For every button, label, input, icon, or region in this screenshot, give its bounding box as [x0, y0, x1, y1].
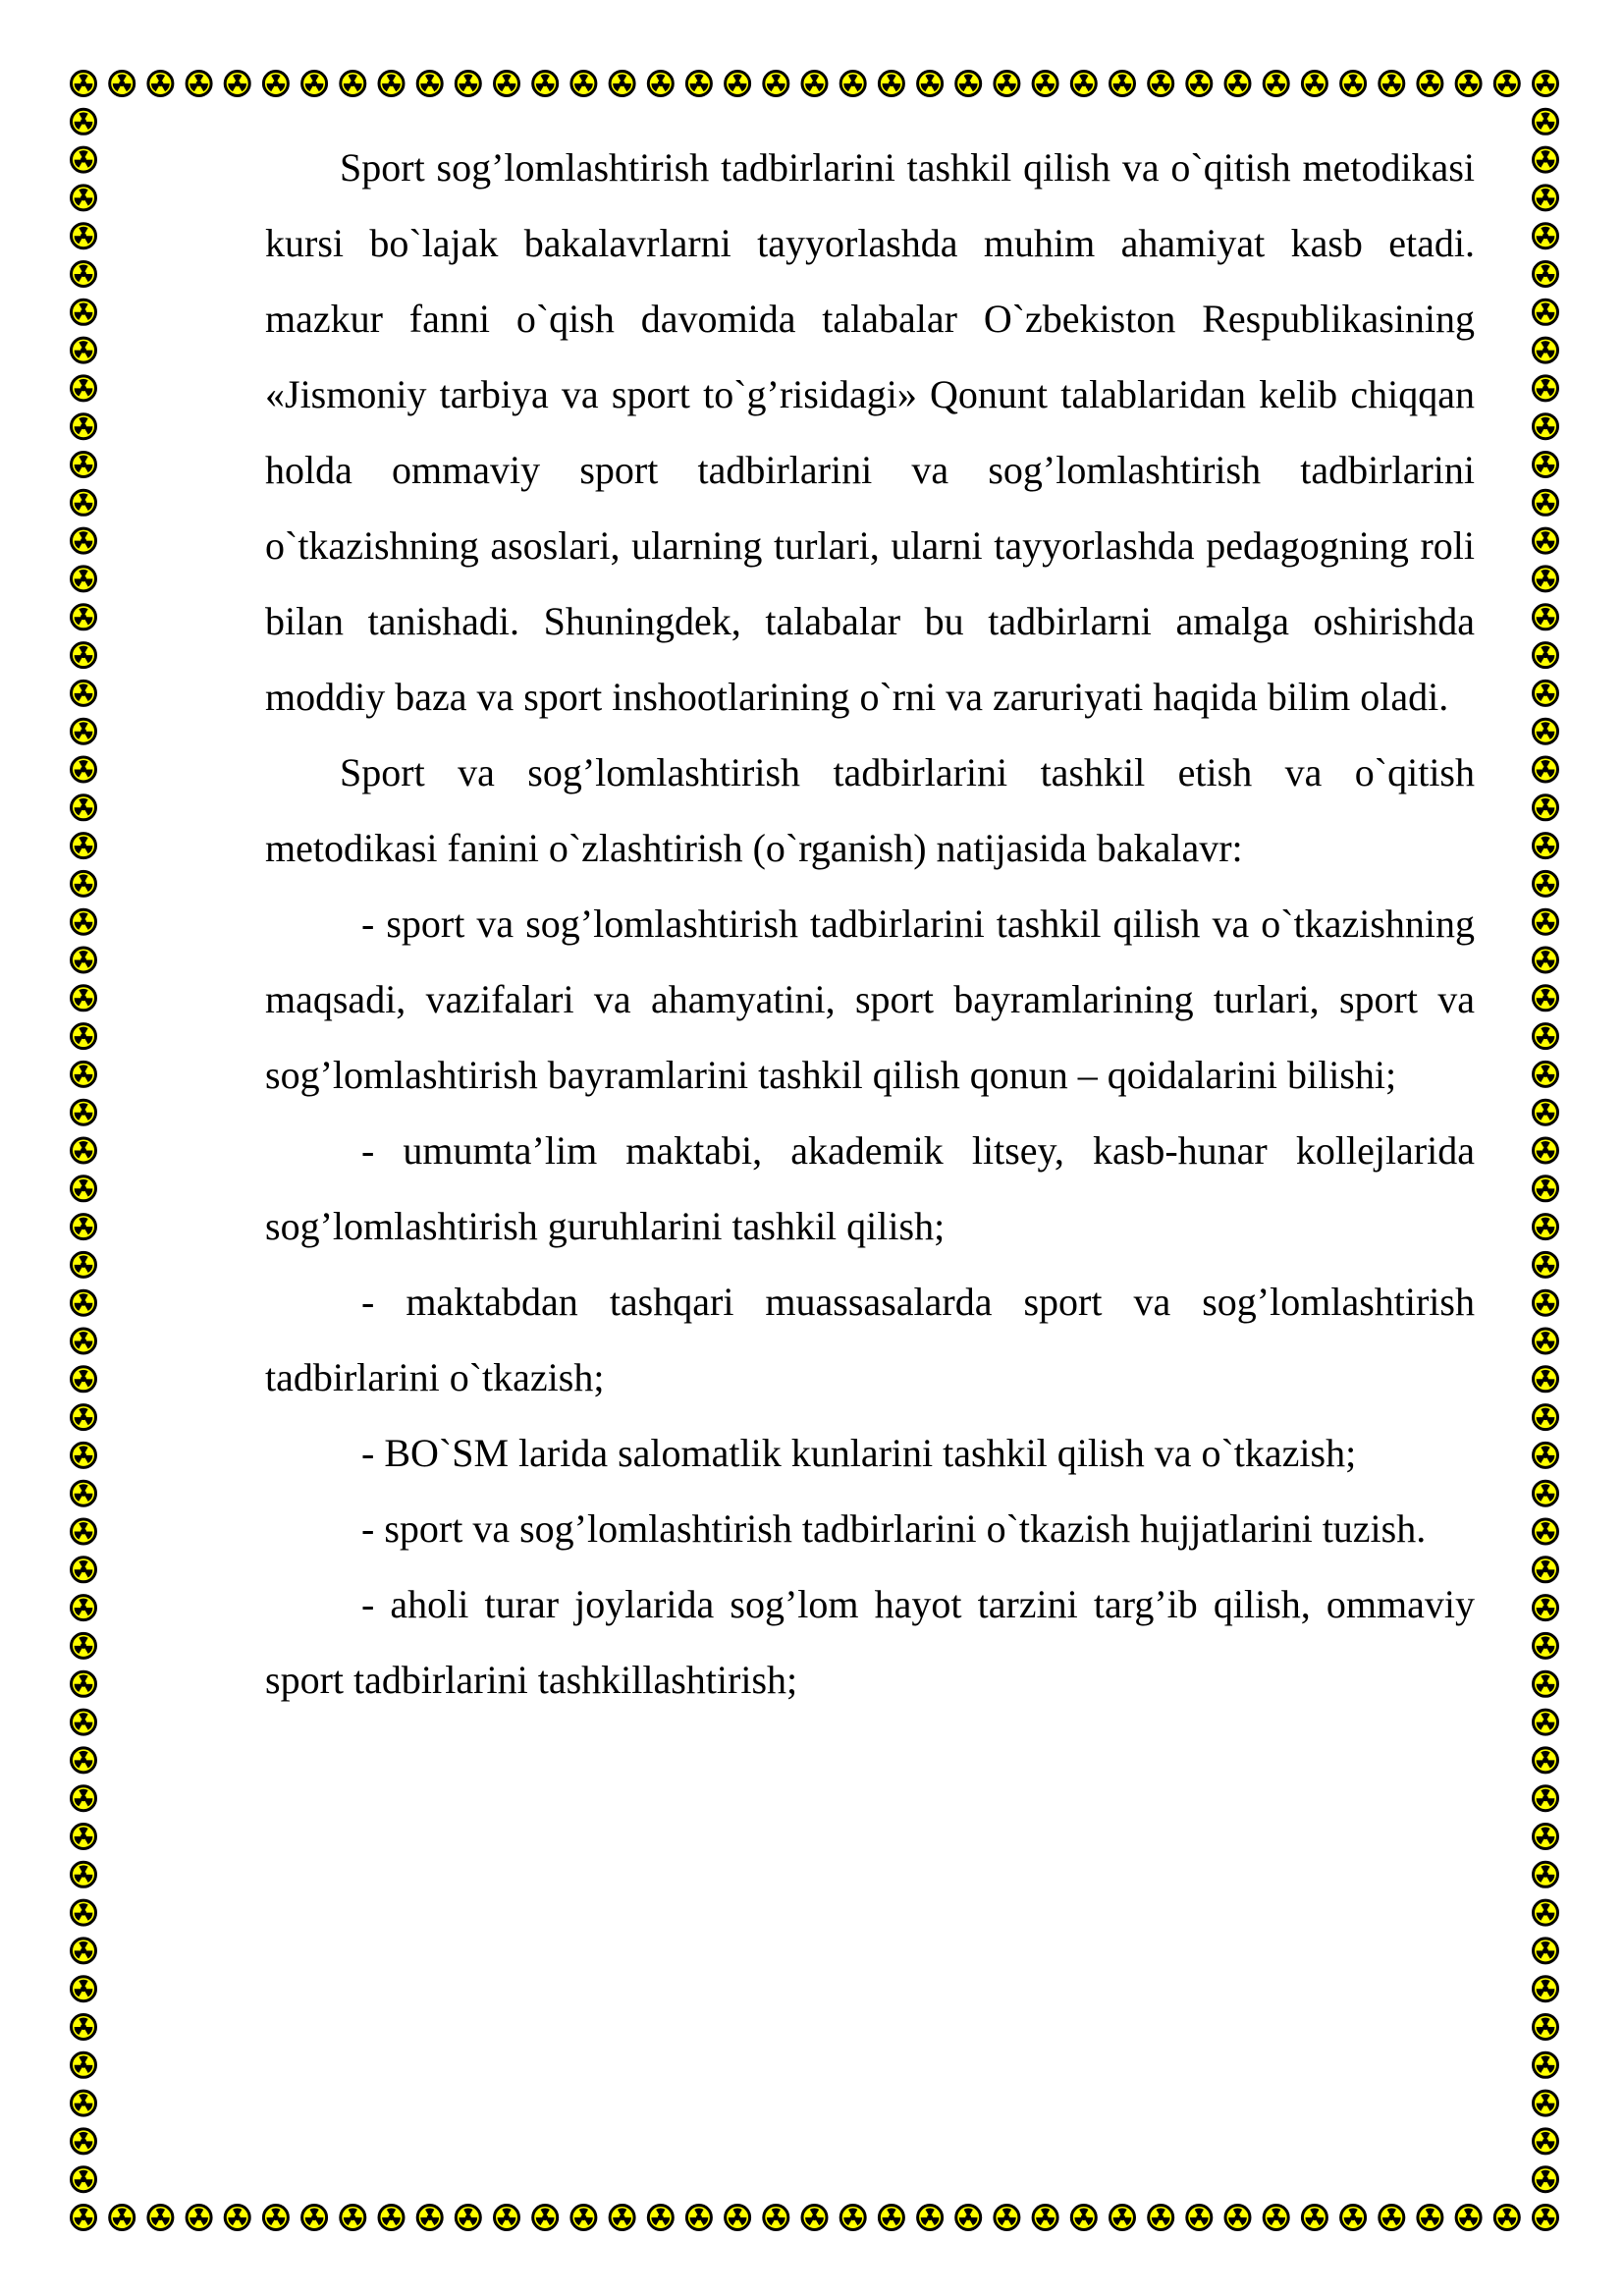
radiation-symbol-icon — [72, 2052, 96, 2077]
radiation-symbol-icon — [110, 72, 135, 96]
radiation-symbol-icon — [802, 2206, 827, 2230]
radiation-symbol-icon — [456, 2206, 480, 2230]
radiation-symbol-icon — [1534, 1215, 1558, 1239]
radiation-symbol-icon — [1534, 2052, 1558, 2077]
radiation-symbol-icon — [1494, 72, 1519, 96]
document-body — [265, 130, 1475, 1718]
radiation-symbol-icon — [72, 1443, 96, 1467]
radiation-symbol-icon — [72, 1481, 96, 1505]
radiation-symbol-icon — [72, 681, 96, 705]
radiation-symbol-icon — [72, 605, 96, 629]
radiation-symbol-icon — [1534, 834, 1558, 858]
radiation-symbol-icon — [72, 2129, 96, 2154]
radiation-symbol-icon — [72, 376, 96, 401]
radiation-symbol-icon — [72, 1252, 96, 1277]
radiation-symbol-icon — [72, 1596, 96, 1620]
radiation-symbol-icon — [1534, 1596, 1558, 1620]
radiation-symbol-icon — [72, 224, 96, 248]
radiation-symbol-icon — [879, 72, 903, 96]
radiation-symbol-icon — [1534, 2129, 1558, 2154]
radiation-symbol-icon — [1418, 2206, 1442, 2230]
radiation-symbol-icon — [341, 72, 365, 96]
radiation-symbol-icon — [72, 795, 96, 820]
paragraph: Sport sog’lomlashtirish tadbirlarini tashkil qilish va o`qitish metodikasi kursi bo`lajak bakalavrlarni tayyorlashda muhim ahamiyat kasb etadi. mazkur fanni o`qish davomida talabalar O`zbekiston Respublikasining «Jismoniy tarbiya va sport to`g’risidagi» Qonunt talablaridan kelib chiqqan holda ommaviy sport tadbirlarini va sog’lomlashtirish tadbirlarini o`tkazishning asoslari, ularning turlari, ularni tayyorlashda pedagogning roli bilan tanishadi. Shuningdek, talabalar bu tadbirlarni amalga oshirishda moddiy baza va sport inshootlarining o`rni va zaruriyati haqida bilim oladi. — [265, 145, 1475, 719]
list-item: - sport va sog’lomlashtirish tadbirlarini o`tkazish hujjatlarini tuzish. — [361, 1506, 1427, 1551]
radiation-symbol-icon — [72, 262, 96, 287]
radiation-symbol-icon — [1534, 1329, 1558, 1353]
radiation-symbol-icon — [1110, 72, 1135, 96]
radiation-symbol-icon — [1534, 1062, 1558, 1086]
radiation-symbol-icon — [72, 1558, 96, 1582]
radiation-symbol-icon — [1534, 1024, 1558, 1049]
radiation-symbol-icon — [72, 1405, 96, 1430]
radiation-symbol-icon — [533, 72, 558, 96]
list-item: - maktabdan tashqari muassasalarda sport va sog’lomlashtirish tadbirlarini o`tkazish; — [265, 1280, 1475, 1399]
radiation-symbol-icon — [1149, 2206, 1173, 2230]
radiation-symbol-icon — [1534, 1138, 1558, 1163]
radiation-symbol-icon — [879, 2206, 903, 2230]
radiation-symbol-icon — [1264, 2206, 1288, 2230]
radiation-symbol-icon — [1494, 2206, 1519, 2230]
radiation-symbol-icon — [1534, 147, 1558, 172]
radiation-symbol-icon — [1225, 72, 1250, 96]
radiation-symbol-icon — [1534, 757, 1558, 782]
radiation-symbol-icon — [72, 567, 96, 591]
radiation-symbol-icon — [341, 2206, 365, 2230]
radiation-symbol-icon — [72, 1710, 96, 1734]
radiation-symbol-icon — [72, 1939, 96, 1963]
radiation-symbol-icon — [1534, 109, 1558, 134]
radiation-symbol-icon — [187, 2206, 211, 2230]
radiation-symbol-icon — [72, 1062, 96, 1086]
radiation-symbol-icon — [1341, 72, 1366, 96]
radiation-symbol-icon — [1534, 262, 1558, 287]
radiation-symbol-icon — [1110, 2206, 1135, 2230]
radiation-symbol-icon — [1534, 490, 1558, 515]
paragraph: Sport va sog’lomlashtirish tadbirlarini tashkil etish va o`qitish metodikasi fanini o`zlashtirish (o`rganish) natijasida bakalavr: — [265, 750, 1475, 870]
radiation-symbol-icon — [1534, 1176, 1558, 1201]
radiation-symbol-icon — [72, 909, 96, 934]
radiation-symbol-icon — [72, 1138, 96, 1163]
radiation-symbol-icon — [72, 414, 96, 439]
radiation-symbol-icon — [1534, 72, 1558, 96]
radiation-symbol-icon — [1187, 2206, 1212, 2230]
radiation-symbol-icon — [72, 1900, 96, 1925]
radiation-symbol-icon — [72, 757, 96, 782]
radiation-symbol-icon — [726, 72, 750, 96]
radiation-symbol-icon — [72, 186, 96, 210]
radiation-symbol-icon — [1302, 72, 1326, 96]
radiation-symbol-icon — [1418, 72, 1442, 96]
radiation-symbol-icon — [1071, 72, 1096, 96]
radiation-symbol-icon — [72, 2206, 96, 2230]
radiation-symbol-icon — [302, 72, 327, 96]
radiation-symbol-icon — [1534, 871, 1558, 896]
radiation-symbol-icon — [72, 1176, 96, 1201]
radiation-symbol-icon — [72, 834, 96, 858]
radiation-symbol-icon — [72, 871, 96, 896]
radiation-symbol-icon — [72, 2167, 96, 2192]
radiation-symbol-icon — [379, 72, 404, 96]
radiation-symbol-icon — [72, 1290, 96, 1315]
radiation-symbol-icon — [72, 1024, 96, 1049]
list-item: - aholi turar joylarida sog’lom hayot tarzini targ’ib qilish, ommaviy sport tadbirlarini tashkillashtirish; — [265, 1582, 1475, 1702]
radiation-symbol-icon — [1534, 376, 1558, 401]
radiation-symbol-icon — [72, 1100, 96, 1124]
radiation-symbol-icon — [686, 2206, 711, 2230]
radiation-symbol-icon — [72, 643, 96, 668]
radiation-symbol-icon — [456, 72, 480, 96]
radiation-symbol-icon — [263, 2206, 288, 2230]
radiation-symbol-icon — [72, 1633, 96, 1658]
radiation-symbol-icon — [72, 453, 96, 477]
radiation-symbol-icon — [1534, 1558, 1558, 1582]
radiation-symbol-icon — [72, 1367, 96, 1392]
radiation-symbol-icon — [72, 109, 96, 134]
radiation-symbol-icon — [610, 72, 634, 96]
radiation-symbol-icon — [1534, 1481, 1558, 1505]
radiation-symbol-icon — [72, 2091, 96, 2115]
radiation-symbol-icon — [495, 2206, 519, 2230]
radiation-symbol-icon — [263, 72, 288, 96]
radiation-symbol-icon — [1534, 1900, 1558, 1925]
radiation-symbol-icon — [1302, 2206, 1326, 2230]
radiation-symbol-icon — [726, 2206, 750, 2230]
radiation-symbol-icon — [1534, 224, 1558, 248]
radiation-symbol-icon — [1534, 300, 1558, 324]
radiation-symbol-icon — [72, 1329, 96, 1353]
radiation-symbol-icon — [1534, 1100, 1558, 1124]
radiation-symbol-icon — [1033, 72, 1057, 96]
radiation-symbol-icon — [225, 2206, 249, 2230]
radiation-symbol-icon — [1456, 2206, 1481, 2230]
radiation-symbol-icon — [72, 1215, 96, 1239]
radiation-symbol-icon — [72, 1671, 96, 1696]
radiation-symbol-icon — [72, 1519, 96, 1544]
radiation-symbol-icon — [840, 72, 865, 96]
radiation-symbol-icon — [533, 2206, 558, 2230]
radiation-symbol-icon — [840, 2206, 865, 2230]
radiation-symbol-icon — [1264, 72, 1288, 96]
radiation-symbol-icon — [72, 1748, 96, 1773]
radiation-symbol-icon — [1534, 1862, 1558, 1886]
radiation-symbol-icon — [72, 338, 96, 362]
radiation-symbol-icon — [1534, 681, 1558, 705]
radiation-symbol-icon — [571, 2206, 596, 2230]
radiation-symbol-icon — [956, 2206, 981, 2230]
radiation-symbol-icon — [1341, 2206, 1366, 2230]
radiation-symbol-icon — [1534, 1786, 1558, 1811]
radiation-symbol-icon — [571, 72, 596, 96]
radiation-symbol-icon — [995, 2206, 1019, 2230]
radiation-symbol-icon — [1456, 72, 1481, 96]
radiation-symbol-icon — [1149, 72, 1173, 96]
radiation-symbol-icon — [72, 1825, 96, 1849]
radiation-symbol-icon — [1033, 2206, 1057, 2230]
radiation-symbol-icon — [648, 2206, 673, 2230]
radiation-symbol-icon — [417, 2206, 442, 2230]
radiation-symbol-icon — [72, 2015, 96, 2040]
radiation-symbol-icon — [802, 72, 827, 96]
radiation-symbol-icon — [1534, 948, 1558, 972]
radiation-symbol-icon — [72, 1862, 96, 1886]
radiation-symbol-icon — [72, 528, 96, 553]
radiation-symbol-icon — [148, 72, 173, 96]
radiation-symbol-icon — [918, 2206, 943, 2230]
radiation-symbol-icon — [72, 300, 96, 324]
radiation-symbol-icon — [1534, 414, 1558, 439]
radiation-symbol-icon — [72, 719, 96, 743]
radiation-symbol-icon — [72, 1786, 96, 1811]
radiation-symbol-icon — [1534, 1671, 1558, 1696]
list-item: - BO`SM larida salomatlik kunlarini tashkil qilish va o`tkazish; — [361, 1431, 1357, 1475]
radiation-symbol-icon — [1534, 643, 1558, 668]
radiation-symbol-icon — [417, 72, 442, 96]
radiation-symbol-icon — [72, 948, 96, 972]
radiation-symbol-icon — [1534, 453, 1558, 477]
radiation-symbol-icon — [1534, 1748, 1558, 1773]
radiation-symbol-icon — [1534, 186, 1558, 210]
radiation-symbol-icon — [1380, 2206, 1404, 2230]
radiation-symbol-icon — [1071, 2206, 1096, 2230]
radiation-symbol-icon — [648, 72, 673, 96]
radiation-symbol-icon — [225, 72, 249, 96]
radiation-symbol-icon — [72, 986, 96, 1011]
radiation-symbol-icon — [610, 2206, 634, 2230]
radiation-symbol-icon — [764, 72, 788, 96]
radiation-symbol-icon — [72, 147, 96, 172]
radiation-symbol-icon — [1534, 1825, 1558, 1849]
radiation-symbol-icon — [302, 2206, 327, 2230]
radiation-symbol-icon — [72, 72, 96, 96]
radiation-symbol-icon — [1534, 1252, 1558, 1277]
radiation-symbol-icon — [1534, 1710, 1558, 1734]
radiation-symbol-icon — [995, 72, 1019, 96]
radiation-symbol-icon — [1534, 2167, 1558, 2192]
radiation-symbol-icon — [956, 72, 981, 96]
radiation-symbol-icon — [1534, 1519, 1558, 1544]
radiation-symbol-icon — [1534, 1290, 1558, 1315]
radiation-symbol-icon — [686, 72, 711, 96]
radiation-symbol-icon — [1534, 1939, 1558, 1963]
radiation-symbol-icon — [1534, 1443, 1558, 1467]
radiation-symbol-icon — [1534, 1367, 1558, 1392]
radiation-symbol-icon — [1534, 1633, 1558, 1658]
radiation-symbol-icon — [1380, 72, 1404, 96]
radiation-symbol-icon — [110, 2206, 135, 2230]
radiation-symbol-icon — [1534, 605, 1558, 629]
list-item: - sport va sog’lomlashtirish tadbirlarini tashkil qilish va o`tkazishning maqsadi, vazifalari va ahamyatini, sport bayramlarining turlari, sport va sog’lomlashtirish bayramlarini tashkil qilish qonun – qoidalarini bilishi; — [265, 902, 1475, 1097]
radiation-symbol-icon — [918, 72, 943, 96]
radiation-symbol-icon — [1534, 2091, 1558, 2115]
radiation-symbol-icon — [1534, 986, 1558, 1011]
radiation-symbol-icon — [764, 2206, 788, 2230]
radiation-symbol-icon — [148, 2206, 173, 2230]
list-item: - umumta’lim maktabi, akademik litsey, kasb-hunar kollejlarida sog’lomlashtirish guruhlarini tashkil qilish; — [265, 1128, 1475, 1248]
radiation-symbol-icon — [1534, 1977, 1558, 2001]
radiation-symbol-icon — [1225, 2206, 1250, 2230]
radiation-symbol-icon — [1534, 567, 1558, 591]
radiation-symbol-icon — [1534, 528, 1558, 553]
radiation-symbol-icon — [187, 72, 211, 96]
radiation-symbol-icon — [1187, 72, 1212, 96]
radiation-symbol-icon — [72, 490, 96, 515]
radiation-symbol-icon — [1534, 2015, 1558, 2040]
radiation-symbol-icon — [72, 1977, 96, 2001]
radiation-symbol-icon — [1534, 2206, 1558, 2230]
radiation-symbol-icon — [1534, 719, 1558, 743]
radiation-symbol-icon — [379, 2206, 404, 2230]
radiation-symbol-icon — [1534, 338, 1558, 362]
radiation-symbol-icon — [1534, 909, 1558, 934]
radiation-symbol-icon — [1534, 795, 1558, 820]
radiation-symbol-icon — [1534, 1405, 1558, 1430]
radiation-symbol-icon — [495, 72, 519, 96]
